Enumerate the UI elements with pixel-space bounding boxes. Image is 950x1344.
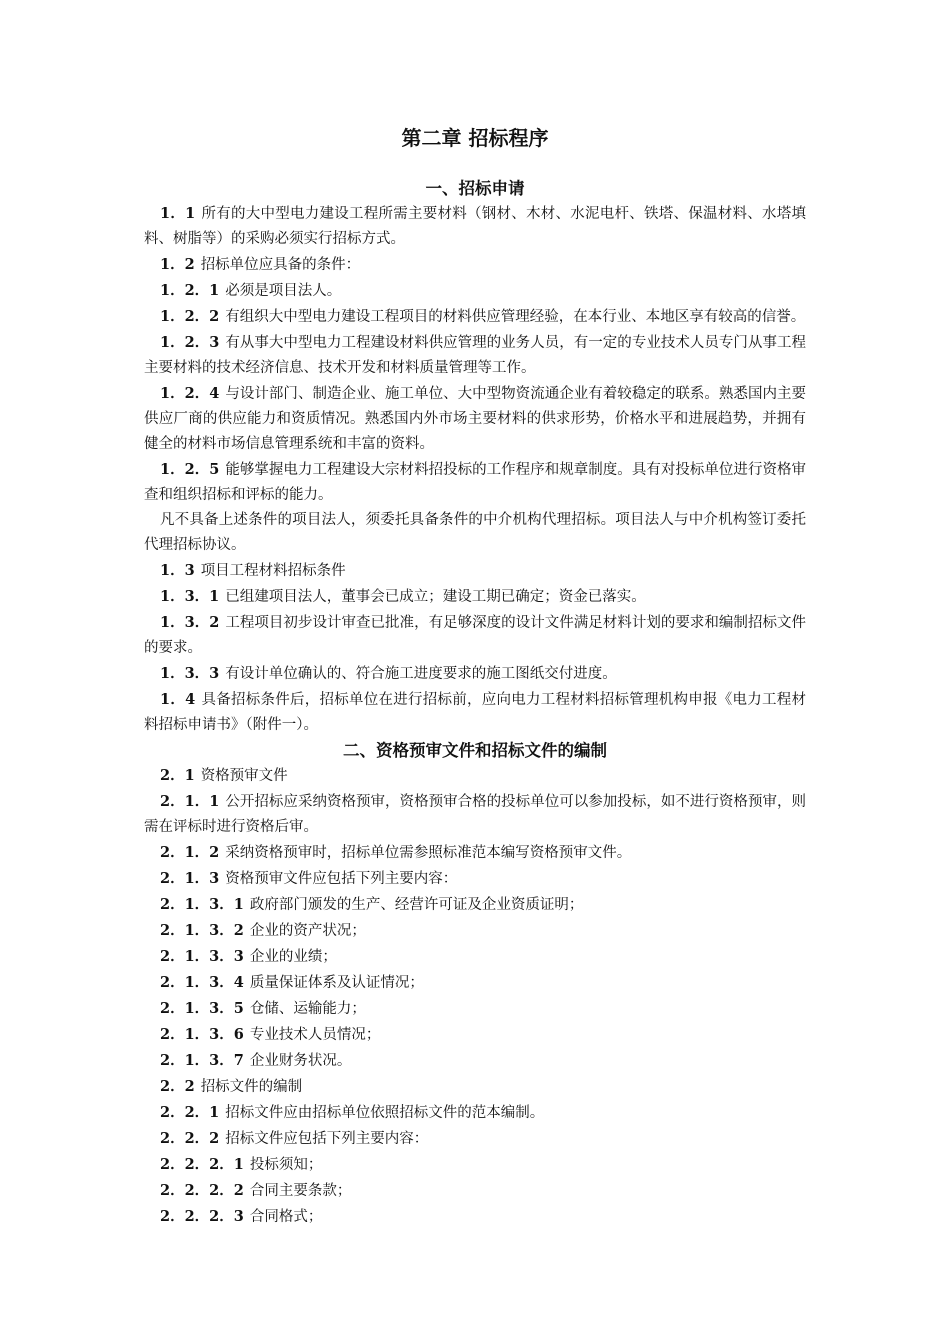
paragraph-text: 资格预审文件应包括下列主要内容： xyxy=(225,871,458,887)
paragraph xyxy=(144,330,806,381)
paragraph-text: 必须是项目法人。 xyxy=(225,283,342,299)
clause-number: 2．2．2．2 xyxy=(160,1182,244,1199)
clause-number: 2．1．3．4 xyxy=(160,974,244,991)
paragraph xyxy=(144,1048,806,1074)
paragraph-text: 项目工程材料招标条件 xyxy=(200,563,346,579)
paragraph xyxy=(144,996,806,1022)
paragraph-text: 资格预审文件 xyxy=(200,768,288,784)
clause-number: 1．2．2 xyxy=(160,308,220,325)
paragraph xyxy=(144,763,806,789)
paragraph xyxy=(144,789,806,840)
paragraph-text: 采纳资格预审时，招标单位需参照标准范本编写资格预审文件。 xyxy=(225,845,632,861)
paragraph xyxy=(144,661,806,687)
clause-number: 2．1．3 xyxy=(160,870,220,887)
clause-number: 1．3．3 xyxy=(160,665,220,682)
clause-number: 1．3．2 xyxy=(160,614,220,631)
clause-number: 1．2 xyxy=(160,256,195,273)
paragraph xyxy=(144,970,806,996)
paragraph-text: 已组建项目法人，董事会已成立；建设工期已确定；资金已落实。 xyxy=(225,589,646,605)
paragraph xyxy=(144,381,806,457)
paragraph xyxy=(144,1126,806,1152)
clause-number: 1．2．4 xyxy=(160,385,220,402)
paragraph xyxy=(144,1152,806,1178)
paragraph-text: 招标文件应包括下列主要内容： xyxy=(225,1131,429,1147)
clause-number: 1．1 xyxy=(160,205,196,222)
paragraph xyxy=(144,1204,806,1230)
clause-number: 2．2．2 xyxy=(160,1130,220,1147)
clause-number: 2．1．3．7 xyxy=(160,1052,244,1069)
paragraph-text: 招标文件应由招标单位依照招标文件的范本编制。 xyxy=(225,1105,545,1121)
chapter-title: 第二章 招标程序 xyxy=(401,126,549,150)
paragraph xyxy=(144,866,806,892)
paragraph-text: 企业的业绩； xyxy=(249,949,337,965)
paragraph-text: 与设计部门、制造企业、施工单位、大中型物资流通企业有着较稳定的联系。熟悉国内主要供应厂商的供应能力和资质情况。熟悉国内外市场主要材料的供求形势，价格水平和进展趋势，并拥有健全的材料市场信息管理系统和丰富的资料。 xyxy=(144,386,806,452)
clause-number: 2．2．1 xyxy=(160,1104,220,1121)
paragraph xyxy=(144,508,806,558)
clause-number: 2．1．3．5 xyxy=(160,1000,244,1017)
paragraph-text: 仓储、运输能力； xyxy=(249,1001,366,1017)
paragraph xyxy=(144,252,806,278)
clause-number: 2．1．1 xyxy=(160,793,220,810)
section-heading: 二、资格预审文件和招标文件的编制 xyxy=(343,741,607,760)
paragraph-text: 所有的大中型电力建设工程所需主要材料（钢材、木材、水泥电杆、铁塔、保温材料、水塔填料、树脂等）的采购必须实行招标方式。 xyxy=(144,206,806,247)
paragraph-text: 投标须知； xyxy=(249,1157,323,1173)
paragraph xyxy=(144,278,806,304)
paragraph-text: 质量保证体系及认证情况； xyxy=(249,975,424,991)
paragraph-text: 企业的资产状况； xyxy=(249,923,366,939)
clause-number: 2．1．2 xyxy=(160,844,220,861)
clause-number: 2．2 xyxy=(160,1078,195,1095)
clause-number: 1．3．1 xyxy=(160,588,220,605)
paragraph xyxy=(144,1100,806,1126)
clause-number: 2．1 xyxy=(160,767,195,784)
paragraph-text: 凡不具备上述条件的项目法人，须委托具备条件的中介机构代理招标。项目法人与中介机构签订委托代理招标协议。 xyxy=(144,512,806,553)
paragraph xyxy=(144,584,806,610)
paragraph-text: 工程项目初步设计审查已批准，有足够深度的设计文件满足材料计划的要求和编制招标文件的要求。 xyxy=(144,615,806,656)
section-bidding-application xyxy=(144,176,806,738)
paragraph xyxy=(144,304,806,330)
paragraph-text: 招标文件的编制 xyxy=(200,1079,303,1095)
paragraph-text: 有从事大中型电力工程建设材料供应管理的业务人员，有一定的专业技术人员专门从事工程主要材料的技术经济信息、技术开发和材料质量管理等工作。 xyxy=(144,335,806,376)
paragraph-text: 专业技术人员情况； xyxy=(249,1027,381,1043)
paragraph xyxy=(144,918,806,944)
section-heading: 一、招标申请 xyxy=(425,179,525,198)
clause-number: 1．2．3 xyxy=(160,334,220,351)
paragraph xyxy=(144,1074,806,1100)
paragraph-text: 公开招标应采纳资格预审，资格预审合格的投标单位可以参加投标，如不进行资格预审，则需在评标时进行资格后审。 xyxy=(144,794,806,835)
clause-number: 1．4 xyxy=(160,691,196,708)
paragraph-text: 具备招标条件后，招标单位在进行招标前，应向电力工程材料招标管理机构申报《电力工程材料招标申请书》（附件一）。 xyxy=(144,692,806,733)
paragraph xyxy=(144,201,806,252)
paragraph-text: 能够掌握电力工程建设大宗材料招投标的工作程序和规章制度。具有对投标单位进行资格审查和组织招标和评标的能力。 xyxy=(144,462,806,503)
paragraph xyxy=(144,687,806,738)
paragraph xyxy=(144,457,806,508)
clause-number: 2．2．2．1 xyxy=(160,1156,244,1173)
paragraph xyxy=(144,892,806,918)
clause-number: 1．2．1 xyxy=(160,282,220,299)
paragraph-text: 有组织大中型电力建设工程项目的材料供应管理经验，在本行业、本地区享有较高的信誉。 xyxy=(225,309,806,325)
paragraph xyxy=(144,944,806,970)
clause-number: 2．2．2．3 xyxy=(160,1208,244,1225)
paragraph xyxy=(144,558,806,584)
paragraph xyxy=(144,840,806,866)
paragraph-text: 有设计单位确认的、符合施工进度要求的施工图纸交付进度。 xyxy=(225,666,617,682)
clause-number: 1．2．5 xyxy=(160,461,220,478)
paragraph xyxy=(144,610,806,661)
clause-number: 1．3 xyxy=(160,562,195,579)
paragraph-text: 企业财务状况。 xyxy=(249,1053,352,1069)
clause-number: 2．1．3．2 xyxy=(160,922,244,939)
paragraph xyxy=(144,1022,806,1048)
paragraph-text: 合同格式； xyxy=(249,1209,323,1225)
paragraph xyxy=(144,1178,806,1204)
clause-number: 2．1．3．1 xyxy=(160,896,244,913)
section-prequalification-and-bidding-documents xyxy=(144,738,806,1230)
paragraph-text: 政府部门颁发的生产、经营许可证及企业资质证明； xyxy=(249,897,584,913)
paragraph-text: 合同主要条款； xyxy=(249,1183,352,1199)
clause-number: 2．1．3．6 xyxy=(160,1026,244,1043)
paragraph-text: 招标单位应具备的条件： xyxy=(200,257,361,273)
clause-number: 2．1．3．3 xyxy=(160,948,244,965)
